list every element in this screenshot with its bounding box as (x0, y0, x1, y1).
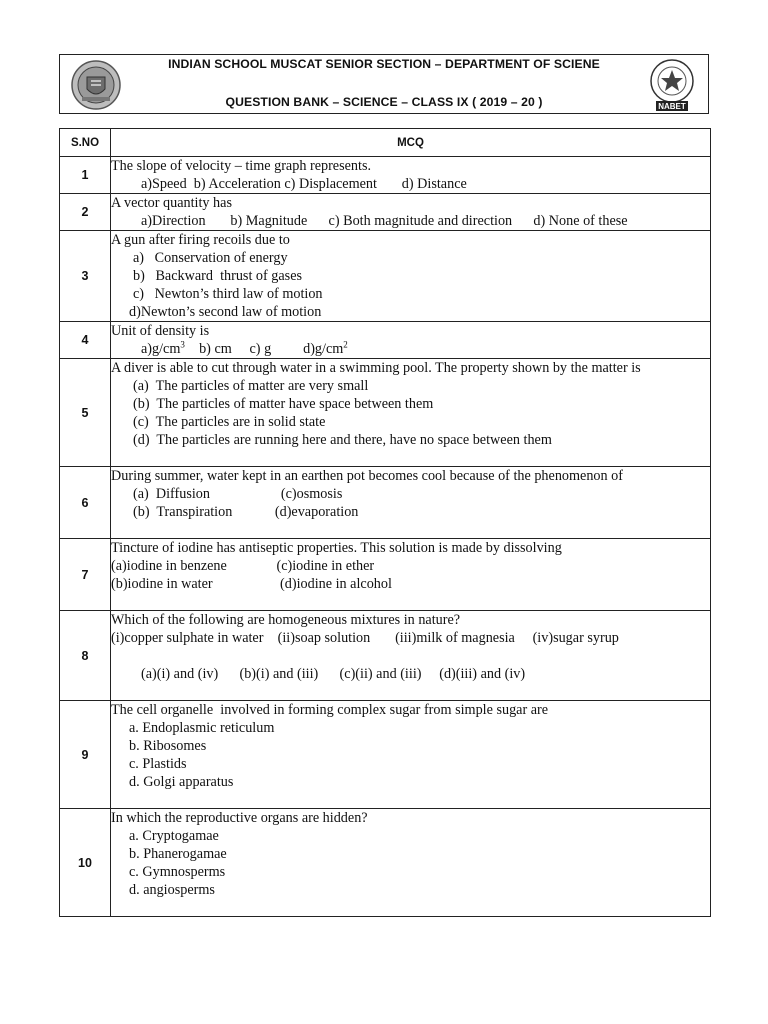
question-row-6 (60, 467, 711, 539)
option-c: c. Gymnosperms (129, 864, 226, 880)
question-text: Which of the following are homogeneous mixtures in nature? (111, 612, 461, 628)
options-b-d: (b) Transpiration (d)evaporation (133, 504, 359, 520)
exponent: 3 (180, 339, 185, 350)
option-a: a. Cryptogamae (129, 828, 219, 844)
question-text: Tincture of iodine has antiseptic properties. This solution is made by dissolving (111, 540, 562, 556)
nabet-accreditation-logo (644, 57, 700, 113)
question-row-10 (60, 809, 711, 917)
sno-column-header: S.NO (60, 129, 111, 157)
question-options: a)Speed b) Acceleration c) Displacement d) Distance (141, 176, 467, 192)
option-d: (d) The particles are running here and there, have no space between them (133, 432, 552, 448)
option-c: (c) The particles are in solid state (133, 414, 326, 430)
school-department-title: INDIAN SCHOOL MUSCAT SENIOR SECTION – DEPARTMENT OF SCIENE (168, 57, 600, 71)
question-options (111, 340, 710, 358)
question-number: 6 (60, 467, 111, 539)
question-text: The cell organelle involved in forming complex sugar from simple sugar are (111, 702, 549, 718)
question-number: 3 (60, 231, 111, 322)
question-text: Unit of density is (111, 323, 210, 339)
option-d: d. angiosperms (129, 882, 215, 898)
question-text: During summer, water kept in an earthen pot becomes cool because of the phenomenon of (111, 468, 623, 484)
question-row-4 (60, 322, 711, 359)
blank-line (111, 647, 710, 665)
question-options: (a)(i) and (iv) (b)(i) and (iii) (c)(ii) and (iii) (d)(iii) and (iv) (141, 666, 526, 682)
question-text: The slope of velocity – time graph represents. (111, 158, 372, 174)
option-c: c. Plastids (129, 756, 187, 772)
question-text: A diver is able to cut through water in a swimming pool. The property shown by the matter is (111, 360, 641, 376)
option-c: c) Newton’s third law of motion (133, 286, 323, 302)
question-row-8 (60, 611, 711, 701)
option-a-text: a)g/cm (141, 341, 181, 357)
option-b: b) Backward thrust of gases (133, 268, 303, 284)
question-cell (111, 611, 711, 701)
question-row-7 (60, 539, 711, 611)
question-row-3 (60, 231, 711, 322)
option-d: d. Golgi apparatus (129, 774, 234, 790)
question-options: a)Direction b) Magnitude c) Both magnitude and direction d) None of these (141, 213, 628, 229)
question-cell (111, 539, 711, 611)
options-a-c: (a)iodine in benzene (c)iodine in ether (111, 558, 375, 574)
question-text: In which the reproductive organs are hidden? (111, 810, 368, 826)
options-a-c: (a) Diffusion (c)osmosis (133, 486, 343, 502)
mixture-list: (i)copper sulphate in water (ii)soap solution (iii)milk of magnesia (iv)sugar syrup (111, 630, 619, 646)
table-header-row (60, 129, 711, 157)
question-cell (111, 359, 711, 467)
question-number: 9 (60, 701, 111, 809)
question-row-1 (60, 157, 711, 194)
question-cell (111, 467, 711, 539)
document-header (59, 54, 709, 114)
option-a: a) Conservation of energy (133, 250, 288, 266)
option-d: d)Newton’s second law of motion (129, 304, 322, 320)
options-b-d-text: b) cm c) g d)g/cm (184, 341, 344, 357)
question-cell (111, 231, 711, 322)
question-cell (111, 194, 711, 231)
question-number: 5 (60, 359, 111, 467)
question-number: 2 (60, 194, 111, 231)
question-cell (111, 157, 711, 194)
question-number: 10 (60, 809, 111, 917)
options-b-d: (b)iodine in water (d)iodine in alcohol (111, 576, 392, 592)
question-number: 4 (60, 322, 111, 359)
question-number: 7 (60, 539, 111, 611)
question-row-2 (60, 194, 711, 231)
option-b: (b) The particles of matter have space between them (133, 396, 434, 412)
question-text: A gun after firing recoils due to (111, 232, 290, 248)
question-cell (111, 701, 711, 809)
mcq-table (59, 128, 711, 917)
exponent: 2 (343, 339, 348, 350)
option-b: b. Ribosomes (129, 738, 207, 754)
question-number: 1 (60, 157, 111, 194)
question-row-5 (60, 359, 711, 467)
question-cell (111, 322, 711, 359)
question-text: A vector quantity has (111, 195, 232, 211)
nabet-logo-text: NABET (658, 102, 686, 111)
mcq-column-header: MCQ (111, 129, 711, 157)
question-number: 8 (60, 611, 111, 701)
question-row-9 (60, 701, 711, 809)
option-a: (a) The particles of matter are very small (133, 378, 369, 394)
question-cell (111, 809, 711, 917)
option-a: a. Endoplasmic reticulum (129, 720, 275, 736)
question-bank-title: QUESTION BANK – SCIENCE – CLASS IX ( 2019 – 20 ) (225, 95, 543, 109)
option-b: b. Phanerogamae (129, 846, 227, 862)
